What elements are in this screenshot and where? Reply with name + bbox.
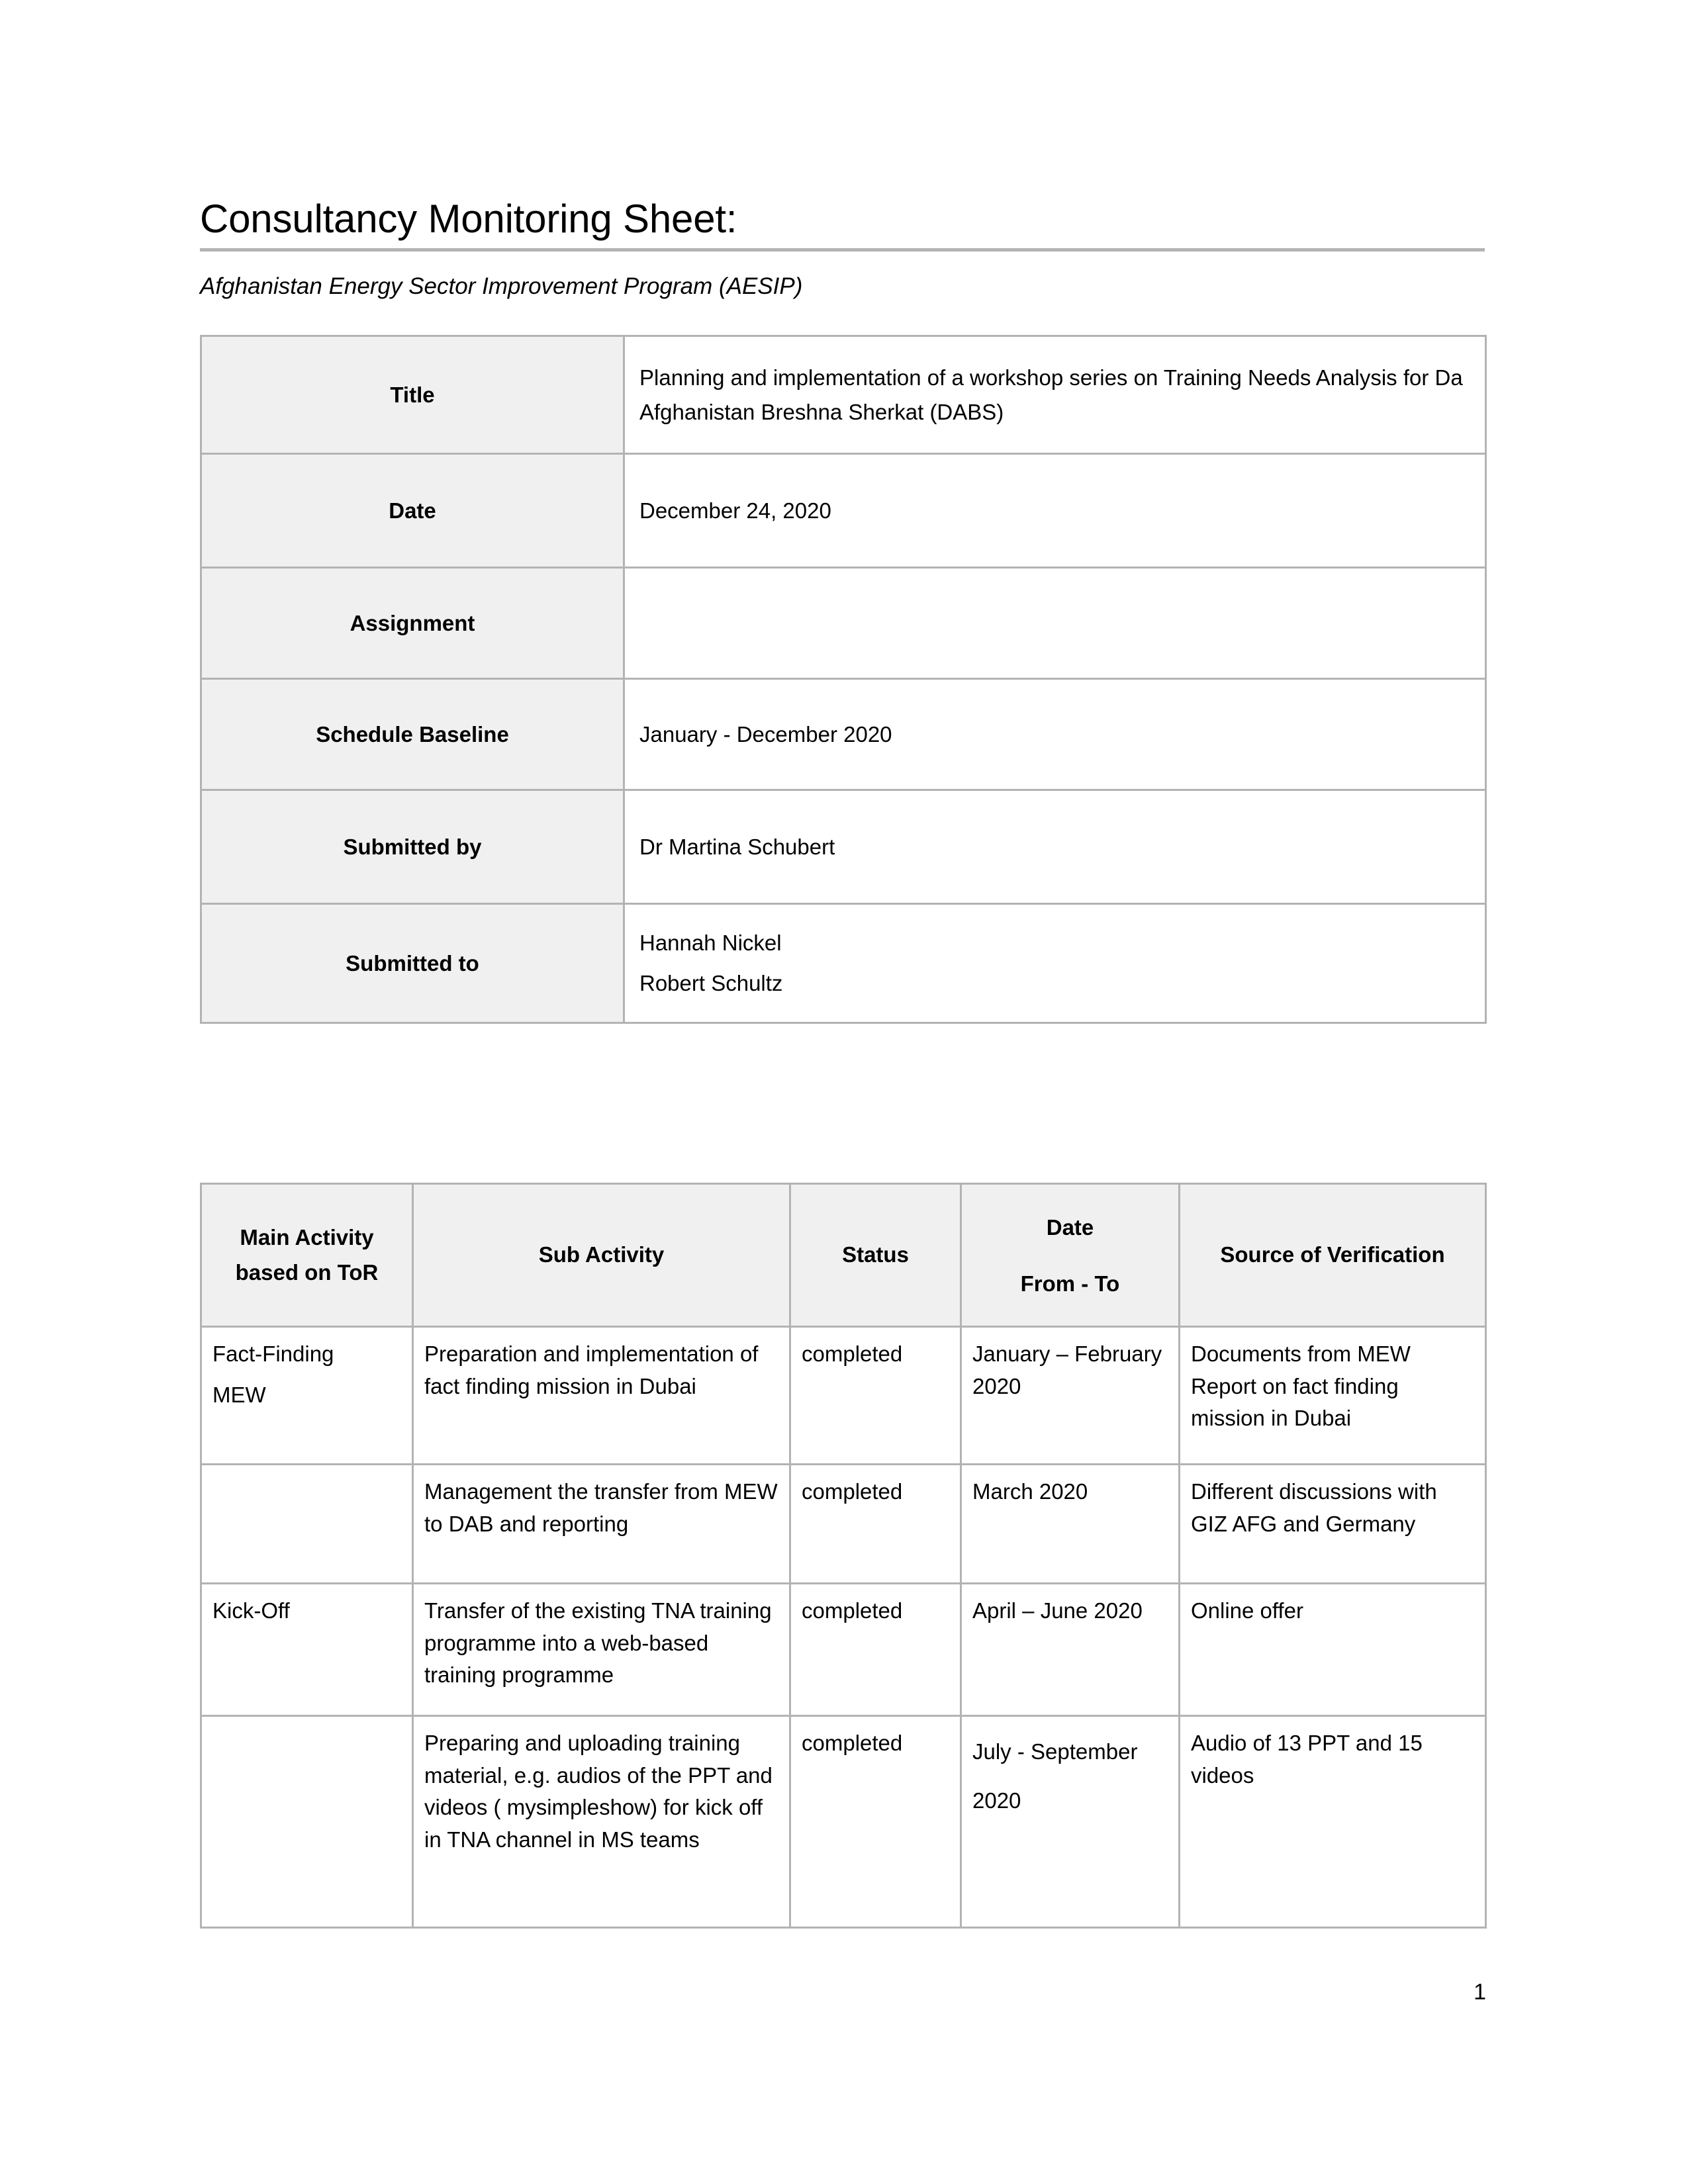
info-label-assignment: Assignment	[201, 568, 624, 679]
submitted-to-name-2: Robert Schultz	[639, 971, 783, 995]
info-value-date: December 24, 2020	[624, 454, 1486, 568]
info-label-title: Title	[201, 336, 624, 454]
table-header-row	[201, 1184, 1486, 1327]
table-row	[201, 454, 1486, 568]
table-row	[201, 568, 1486, 679]
cell-main-activity	[201, 1327, 413, 1465]
column-header-date-line2: From - To	[1020, 1271, 1120, 1296]
info-value-schedule-baseline: January - December 2020	[624, 679, 1486, 790]
info-label-date: Date	[201, 454, 624, 568]
cell-date: July - September 2020	[961, 1716, 1180, 1928]
column-header-main-activity	[201, 1184, 413, 1327]
cell-sub-activity: Management the transfer from MEW to DAB and reporting	[413, 1465, 790, 1584]
main-activity-line1: Fact-Finding	[212, 1342, 334, 1366]
document-content	[200, 196, 1485, 1929]
consultancy-info-table	[200, 335, 1487, 1024]
cell-source-of-verification: Documents from MEW Report on fact finding mission in Dubai	[1180, 1327, 1486, 1465]
info-value-title: Planning and implementation of a workshop series on Training Needs Analysis for Da Afghanistan Breshna Sherkat (DABS)	[624, 336, 1486, 454]
info-label-schedule-baseline: Schedule Baseline	[201, 679, 624, 790]
submitted-to-name-1: Hannah Nickel	[639, 931, 782, 956]
cell-status: completed	[790, 1465, 961, 1584]
cell-date: March 2020	[961, 1465, 1180, 1584]
table-row	[201, 904, 1486, 1023]
cell-source-of-verification: Online offer	[1180, 1584, 1486, 1716]
info-label-submitted-to: Submitted to	[201, 904, 624, 1023]
cell-sub-activity: Preparing and uploading training material, e.g. audios of the PPT and videos ( mysimpleshow) for kick off in TNA channel in MS teams	[413, 1716, 790, 1928]
cell-main-activity: Kick-Off	[201, 1584, 413, 1716]
table-row	[201, 1465, 1486, 1584]
cell-sub-activity: Preparation and implementation of fact finding mission in Dubai	[413, 1327, 790, 1465]
cell-status: completed	[790, 1327, 961, 1465]
column-header-main-activity-line1: Main Activity	[240, 1224, 374, 1250]
info-value-submitted-by: Dr Martina Schubert	[624, 790, 1486, 904]
cell-date: January – February 2020	[961, 1327, 1180, 1465]
column-header-sub-activity: Sub Activity	[413, 1184, 790, 1327]
cell-source-of-verification: Audio of 13 PPT and 15 videos	[1180, 1716, 1486, 1928]
cell-main-activity	[201, 1465, 413, 1584]
column-header-source-of-verification: Source of Verification	[1180, 1184, 1486, 1327]
table-row	[201, 1327, 1486, 1465]
program-subtitle: Afghanistan Energy Sector Improvement Program (AESIP)	[200, 273, 803, 299]
activity-monitoring-table	[200, 1183, 1487, 1929]
table-row	[201, 1716, 1486, 1928]
main-activity-line2: MEW	[212, 1382, 266, 1407]
column-header-date	[961, 1184, 1180, 1327]
info-value-submitted-to	[624, 904, 1486, 1023]
cell-source-of-verification: Different discussions with GIZ AFG and Germany	[1180, 1465, 1486, 1584]
table-row	[201, 1584, 1486, 1716]
cell-status: completed	[790, 1716, 961, 1928]
page-number: 1	[1474, 1979, 1486, 2005]
cell-sub-activity: Transfer of the existing TNA training programme into a web-based training programme	[413, 1584, 790, 1716]
info-label-submitted-by: Submitted by	[201, 790, 624, 904]
cell-main-activity	[201, 1716, 413, 1928]
table-row	[201, 679, 1486, 790]
table-row	[201, 336, 1486, 454]
page-title: Consultancy Monitoring Sheet:	[200, 196, 1485, 251]
column-header-status: Status	[790, 1184, 961, 1327]
info-value-assignment	[624, 568, 1486, 679]
column-header-date-line1: Date	[1046, 1214, 1094, 1240]
cell-status: completed	[790, 1584, 961, 1716]
cell-date: April – June 2020	[961, 1584, 1180, 1716]
table-row	[201, 790, 1486, 904]
column-header-main-activity-line2: based on ToR	[235, 1259, 379, 1285]
